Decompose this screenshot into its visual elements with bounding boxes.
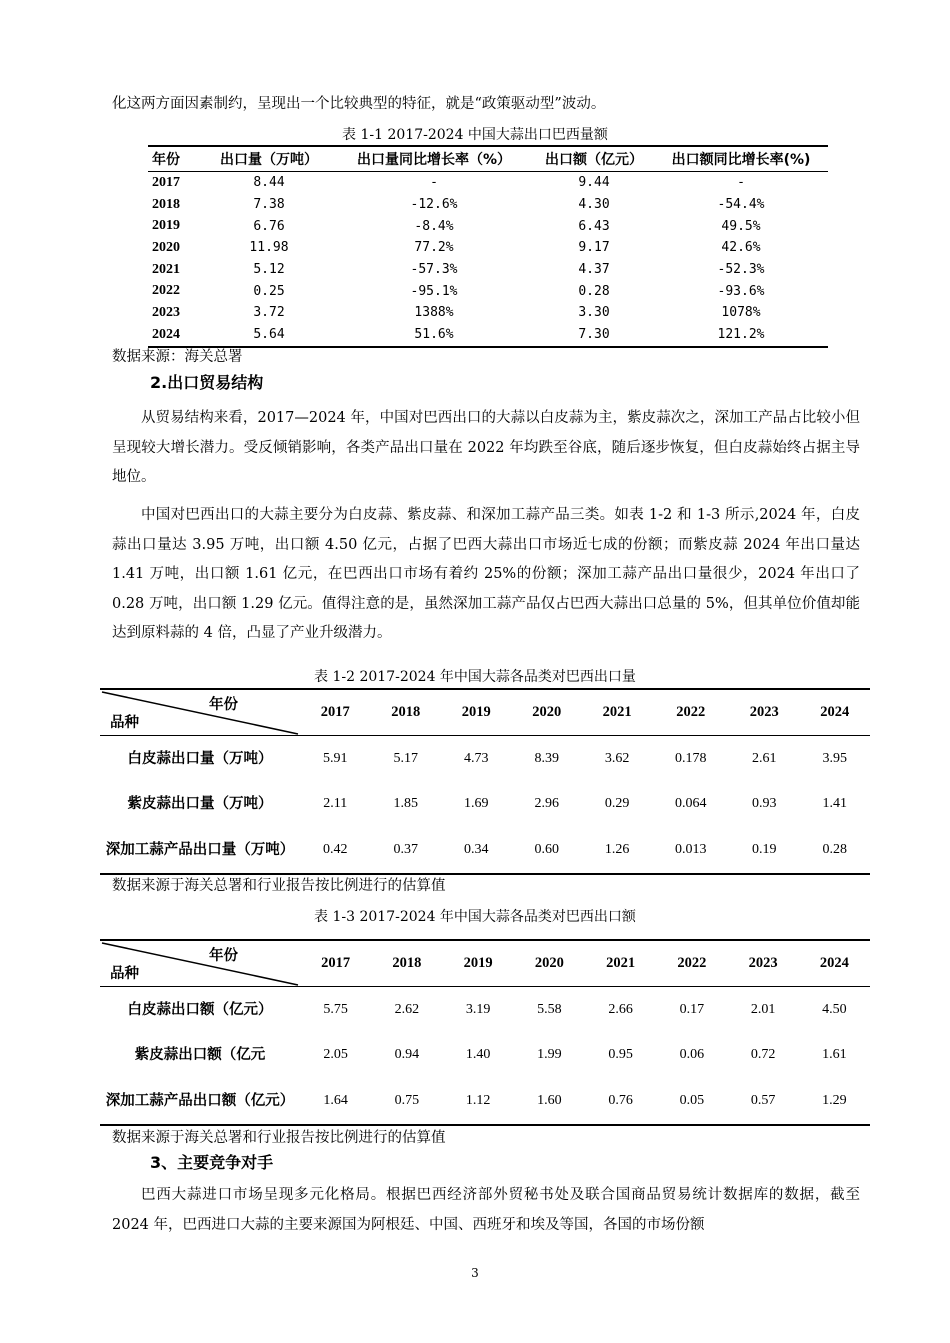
table2-category-label: 白皮蒜出口量（万吨） xyxy=(127,750,273,767)
table1-cell-year: 2019 xyxy=(152,218,180,234)
table3-caption: 表 1-3 2017-2024 年中国大蒜各品类对巴西出口额 xyxy=(314,909,636,925)
table3-row xyxy=(100,987,870,1033)
table2-header-year: 2019 xyxy=(441,689,511,736)
table3-cell-value: 1.29 xyxy=(799,1078,870,1125)
table3-cell-value: 1.12 xyxy=(443,1078,514,1125)
table3-cell-value: 5.58 xyxy=(537,1001,562,1017)
table3-cell-value: 0.17 xyxy=(679,1001,705,1017)
table1-source: 数据来源：海关总署 xyxy=(112,349,243,365)
table1-cell-volume-growth: -8.4% xyxy=(414,218,454,234)
table3-cell-value: 3.19 xyxy=(465,1001,491,1017)
table3-category-label: 深加工蒜产品出口额（亿元） xyxy=(100,1078,300,1125)
table3-header-year: 2020 xyxy=(514,940,585,987)
table2-corner-cell xyxy=(100,689,300,736)
table3-cell-value: 0.94 xyxy=(394,1047,420,1063)
table2-header-year: 2018 xyxy=(370,689,440,736)
table1-header-value: 出口额（亿元） xyxy=(534,146,654,172)
section3-paragraph: 巴西大蒜进口市场呈现多元化格局。根据巴西经济部外贸秘书处及联合国商品贸易统计数据库的数据，截至 2024 年，巴西进口大蒜的主要来源国为阿根廷、中国、西班牙和埃及等国，各国的市场份额 xyxy=(112,1187,860,1233)
table2-cell-value: 2.96 xyxy=(534,796,559,812)
table3-cell-value: 5.75 xyxy=(323,1001,348,1017)
table1-cell-volume-growth: 77.2% xyxy=(414,240,454,256)
table3-header-year: 2024 xyxy=(799,940,870,987)
table1-header-value-growth: 出口额同比增长率(%) xyxy=(654,146,828,172)
table1-cell-value: 7.30 xyxy=(534,324,654,347)
table3-corner-year: 年份 xyxy=(209,948,238,964)
table3-header-year: 2023 xyxy=(728,940,799,987)
table2-corner-year: 年份 xyxy=(209,697,238,713)
table1-cell-year: 2017 xyxy=(152,174,180,190)
table3-cell-value: 1.60 xyxy=(514,1078,585,1125)
table3-cell-value: 2.01 xyxy=(750,1001,776,1017)
table2-cell-value: 3.62 xyxy=(604,750,630,766)
table1-cell-volume: 7.38 xyxy=(253,197,285,213)
table1-cell-volume: 6.76 xyxy=(253,218,285,234)
table3-cell-value: 0.72 xyxy=(750,1047,776,1063)
table2-caption: 表 1-2 2017-2024 年中国大蒜各品类对巴西出口量 xyxy=(314,669,636,685)
table1-cell-value: 9.17 xyxy=(578,240,610,256)
table1-cell-year: 2024 xyxy=(148,324,204,347)
table2-cell-value: 0.37 xyxy=(370,827,440,874)
table2-category-volume xyxy=(100,688,870,875)
table2-header-year: 2022 xyxy=(652,689,729,736)
table1-row xyxy=(148,237,828,259)
table1-cell-value: 6.43 xyxy=(578,218,610,234)
table1-cell-value: 9.44 xyxy=(578,175,610,191)
table1-cell-value-growth: 49.5% xyxy=(721,218,761,234)
table1-row xyxy=(148,172,828,194)
table2-cell-value: 1.69 xyxy=(463,796,489,812)
table1-cell-value-growth: -54.4% xyxy=(717,197,765,213)
table1-cell-year: 2022 xyxy=(152,283,180,299)
table1-cell-volume-growth: - xyxy=(430,175,438,191)
table3-header-year: 2018 xyxy=(371,940,442,987)
table3-source: 数据来源于海关总署和行业报告按比例进行的估算值 xyxy=(112,1130,446,1146)
table2-header-year: 2020 xyxy=(511,689,581,736)
table1-cell-year: 2020 xyxy=(152,239,180,255)
table2-header-year: 2023 xyxy=(729,689,799,736)
table3-cell-value: 0.05 xyxy=(656,1078,727,1125)
section2-paragraph-1: 从贸易结构来看，2017—2024 年，中国对巴西出口的大蒜以白皮蒜为主，紫皮蒜次之，深加工产品占比较小但呈现较大增长潜力。受反倾销影响，各类产品出口量在 2022 年均跌至谷底，随后逐步恢复，但白皮蒜始终占据主导地位。 xyxy=(112,410,860,485)
table1-row xyxy=(148,259,828,281)
table3-header-year: 2019 xyxy=(443,940,514,987)
table2-cell-value: 0.013 xyxy=(652,827,729,874)
table1-row xyxy=(148,215,828,237)
table3-cell-value: 1.40 xyxy=(465,1047,491,1063)
section3-heading: 3、主要竞争对手 xyxy=(150,1153,274,1172)
table1-cell-volume-growth: 51.6% xyxy=(334,324,534,347)
table2-row xyxy=(100,736,870,782)
intro-line: 化这两方面因素制约，呈现出一个比较典型的特征，就是“政策驱动型”波动。 xyxy=(112,96,606,112)
table1-row xyxy=(148,324,828,347)
table3-cell-value: 1.99 xyxy=(537,1047,562,1063)
table3-cell-value: 4.50 xyxy=(822,1001,847,1017)
table3-cell-value: 2.05 xyxy=(323,1047,348,1063)
table1-cell-value-growth: -52.3% xyxy=(717,262,765,278)
table1-cell-year: 2023 xyxy=(152,304,180,320)
table1-cell-year: 2018 xyxy=(152,196,180,212)
table1-header-row xyxy=(148,146,828,172)
table2-cell-value: 0.34 xyxy=(441,827,511,874)
table3-header-year: 2021 xyxy=(585,940,656,987)
table2-cell-value: 4.73 xyxy=(463,750,489,766)
table1-cell-volume: 3.72 xyxy=(253,305,285,321)
table2-header-row xyxy=(100,689,870,736)
table3-category-value xyxy=(100,939,870,1126)
table2-row xyxy=(100,827,870,874)
table2-cell-value: 0.28 xyxy=(799,827,870,874)
table1-row xyxy=(148,280,828,302)
table1-cell-volume-growth: -12.6% xyxy=(410,197,458,213)
table1-cell-year: 2021 xyxy=(152,261,180,277)
table2-cell-value: 1.85 xyxy=(393,796,418,812)
table2-cell-value: 0.178 xyxy=(674,750,707,766)
table3-cell-value: 2.66 xyxy=(608,1001,633,1017)
table3-header-row xyxy=(100,940,870,987)
table1-cell-volume-growth: -57.3% xyxy=(410,262,458,278)
table3-cell-value: 0.75 xyxy=(371,1078,442,1125)
table2-row xyxy=(100,782,870,828)
table1-header-volume: 出口量（万吨） xyxy=(204,146,334,172)
table1-row xyxy=(148,194,828,216)
table2-cell-value: 2.11 xyxy=(323,796,348,812)
table2-cell-value: 0.60 xyxy=(511,827,581,874)
table3-corner-cell xyxy=(100,940,300,987)
table3-cell-value: 0.06 xyxy=(679,1047,705,1063)
table3-cell-value: 0.57 xyxy=(728,1078,799,1125)
table2-cell-value: 1.41 xyxy=(822,796,847,812)
table1-caption: 表 1-1 2017-2024 中国大蒜出口巴西量额 xyxy=(342,127,608,143)
section2-paragraph-2: 中国对巴西出口的大蒜主要分为白皮蒜、紫皮蒜、和深加工蒜产品三类。如表 1-2 和 1-3 所示,2024 年，白皮蒜出口量达 3.95 万吨，出口额 4.50 亿元，占据了巴西大蒜出口市场近七成的份额；而紫皮蒜 2024 年出口量达 1.41 万吨，出口额 1.61 亿元，在巴西出口市场有着约 25%的份额；深加工蒜产品出口量很少，2024 年出口了 0.28 万吨，出口额 1.29 亿元。值得注意的是，虽然深加工蒜产品仅占巴西大蒜出口总量的 5%，但其单位价值却能达到原料蒜的 4 倍，凸显了产业升级潜力。 xyxy=(112,507,860,641)
table2-cell-value: 1.26 xyxy=(582,827,652,874)
table3-cell-value: 1.64 xyxy=(300,1078,371,1125)
table3-cell-value: 0.95 xyxy=(608,1047,633,1063)
table2-header-year: 2021 xyxy=(582,689,652,736)
table1-cell-value-growth: 1078% xyxy=(721,305,761,321)
table2-cell-value: 5.91 xyxy=(322,750,348,766)
table2-cell-value: 3.95 xyxy=(822,750,847,766)
table1-cell-value: 3.30 xyxy=(578,305,610,321)
table1-header-volume-growth: 出口量同比增长率（%） xyxy=(334,146,534,172)
table2-header-year: 2017 xyxy=(300,689,370,736)
table2-header-year: 2024 xyxy=(799,689,870,736)
table1-cell-volume: 11.98 xyxy=(249,240,289,256)
section2-heading: 2.出口贸易结构 xyxy=(150,373,264,392)
table1-cell-value: 4.37 xyxy=(578,262,610,278)
table1-export-volume-value xyxy=(148,145,828,348)
table3-row xyxy=(100,1078,870,1125)
table3-header-year: 2017 xyxy=(300,940,371,987)
table1-cell-value-growth: 121.2% xyxy=(654,324,828,347)
table1-cell-value-growth: - xyxy=(737,175,745,191)
table2-category-label: 紫皮蒜出口量（万吨） xyxy=(127,796,273,813)
table3-category-label: 白皮蒜出口额（亿元） xyxy=(127,1001,273,1018)
table1-cell-value-growth: 42.6% xyxy=(721,240,761,256)
table1-cell-volume: 0.25 xyxy=(253,283,285,299)
table1-cell-value: 0.28 xyxy=(578,283,610,299)
table2-source: 数据来源于海关总署和行业报告按比例进行的估算值 xyxy=(112,878,446,894)
table1-row xyxy=(148,302,828,324)
table3-corner-kind: 品种 xyxy=(110,966,139,982)
table2-cell-value: 8.39 xyxy=(534,750,559,766)
table1-cell-volume-growth: -95.1% xyxy=(410,283,458,299)
table3-category-label: 紫皮蒜出口额（亿元 xyxy=(134,1047,266,1064)
table2-cell-value: 0.42 xyxy=(300,827,370,874)
table1-cell-volume: 5.12 xyxy=(253,262,285,278)
table2-category-label: 深加工蒜产品出口量（万吨） xyxy=(100,827,300,874)
table1-cell-value-growth: -93.6% xyxy=(717,283,765,299)
table3-cell-value: 1.61 xyxy=(822,1047,847,1063)
table2-cell-value: 0.29 xyxy=(604,796,630,812)
table1-cell-volume: 5.64 xyxy=(204,324,334,347)
table1-cell-volume: 8.44 xyxy=(253,175,285,191)
table2-cell-value: 0.19 xyxy=(729,827,799,874)
table2-corner-kind: 品种 xyxy=(110,715,139,731)
table1-cell-value: 4.30 xyxy=(578,197,610,213)
table1-header-year: 年份 xyxy=(148,146,204,172)
table2-cell-value: 0.064 xyxy=(674,796,707,812)
table3-row xyxy=(100,1033,870,1079)
page-number: 3 xyxy=(471,1266,479,1280)
table3-header-year: 2022 xyxy=(656,940,727,987)
table1-cell-volume-growth: 1388% xyxy=(414,305,454,321)
table2-cell-value: 0.93 xyxy=(751,796,777,812)
table2-cell-value: 5.17 xyxy=(393,750,418,766)
table3-cell-value: 0.76 xyxy=(585,1078,656,1125)
table3-cell-value: 2.62 xyxy=(394,1001,420,1017)
table2-cell-value: 2.61 xyxy=(751,750,777,766)
